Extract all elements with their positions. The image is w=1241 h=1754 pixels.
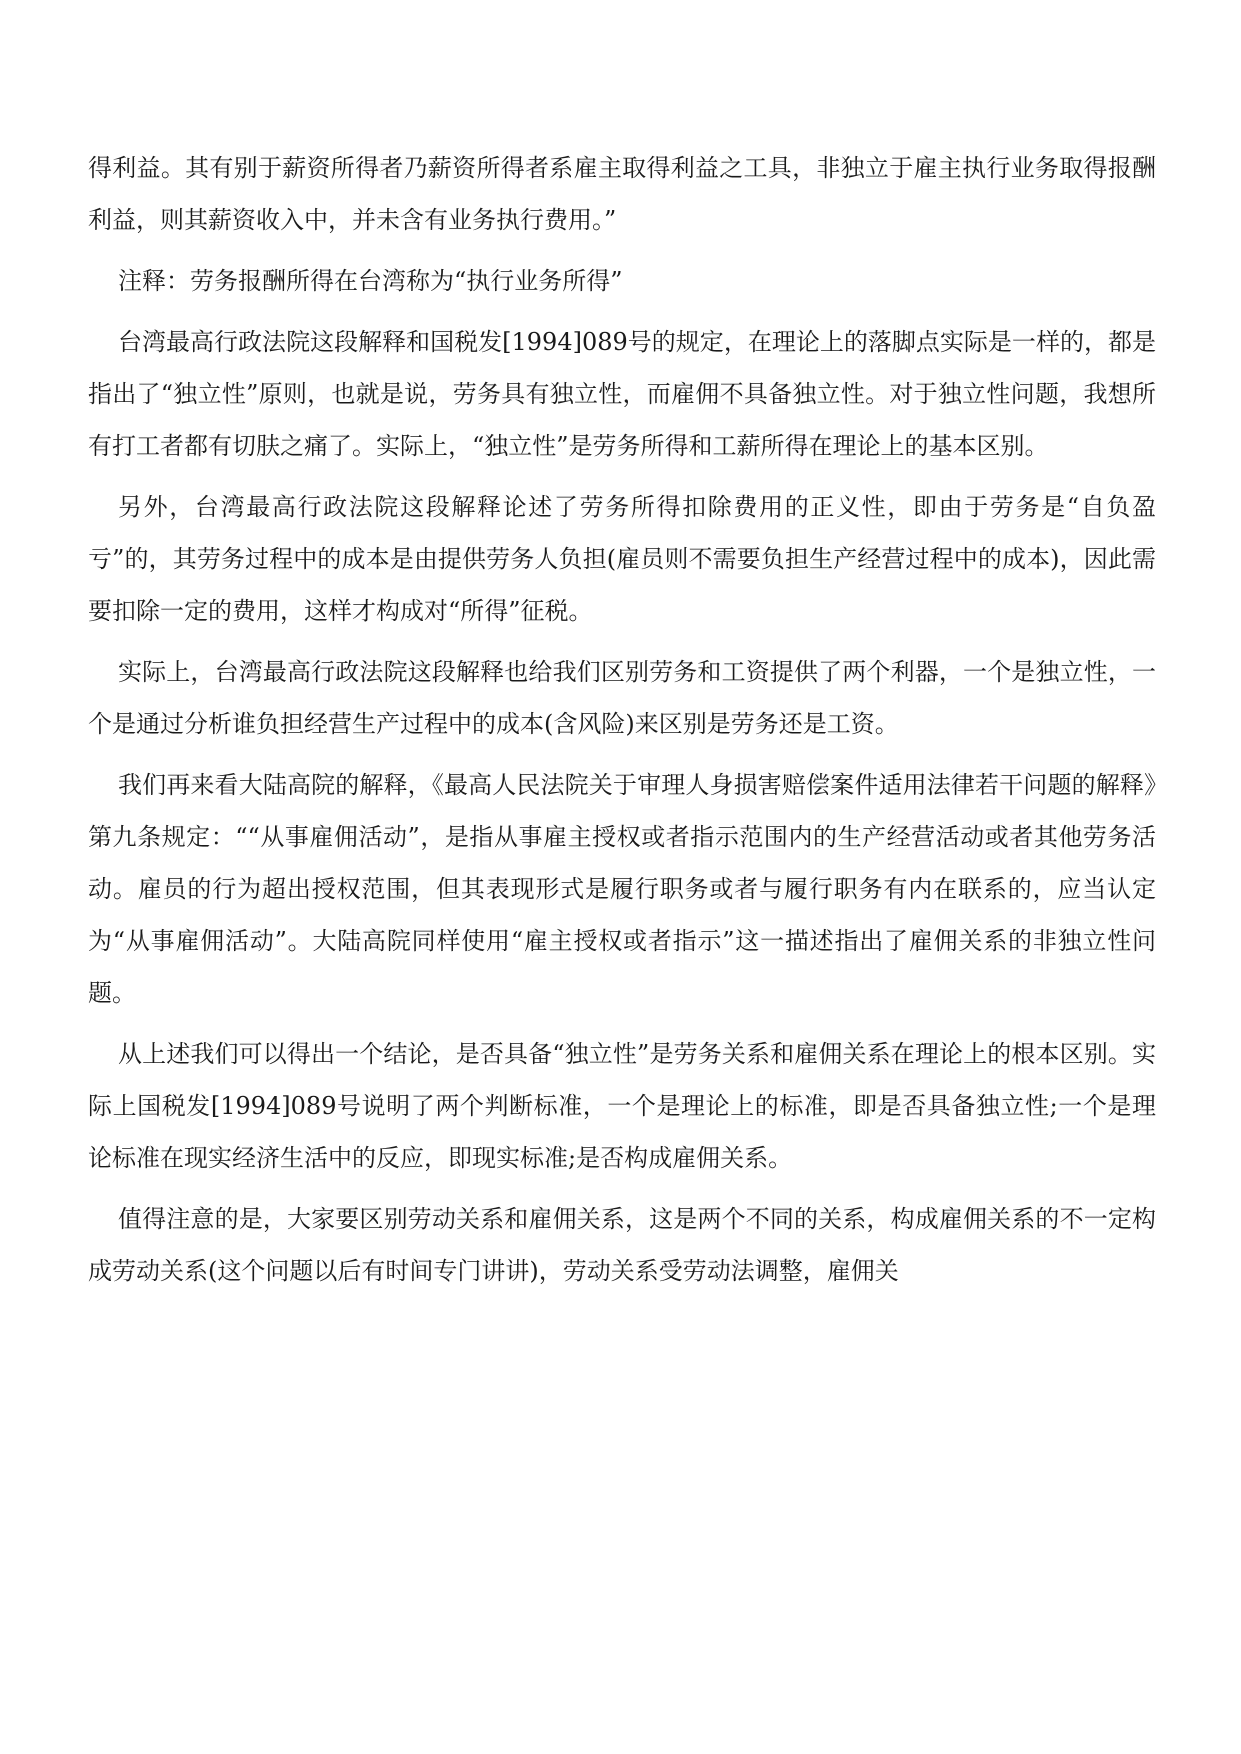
paragraph-4: 另外，台湾最高行政法院这段解释论述了劳务所得扣除费用的正义性，即由于劳务是“自负盈亏”的，其劳务过程中的成本是由提供劳务人负担(雇员则不需要负担生产经营过程中的成本)，因此需要扣除一定的费用，这样才构成对“所得”征税。 [88,493,1156,625]
paragraph-5: 实际上，台湾最高行政法院这段解释也给我们区别劳务和工资提供了两个利器，一个是独立性，一个是通过分析谁负担经营生产过程中的成本(含风险)来区别是劳务还是工资。 [88,658,1156,738]
paragraph-7: 从上述我们可以得出一个结论，是否具备“独立性”是劳务关系和雇佣关系在理论上的根本区别。实际上国税发[1994]089号说明了两个判断标准，一个是理论上的标准，即是否具备独立性;一个是理论标准在现实经济生活中的反应，即现实标准;是否构成雇佣关系。 [88,1040,1156,1172]
document-body [88,142,1156,1306]
paragraph-6: 我们再来看大陆高院的解释，《最高人民法院关于审理人身损害赔偿案件适用法律若干问题的解释》第九条规定：““从事雇佣活动”，是指从事雇主授权或者指示范围内的生产经营活动或者其他劳务活动。雇员的行为超出授权范围，但其表现形式是履行职务或者与履行职务有内在联系的，应当认定为“从事雇佣活动”。大陆高院同样使用“雇主授权或者指示”这一描述指出了雇佣关系的非独立性问题。 [88,771,1156,1007]
paragraph-8: 值得注意的是，大家要区别劳动关系和雇佣关系，这是两个不同的关系，构成雇佣关系的不一定构成劳动关系(这个问题以后有时间专门讲讲)，劳动关系受劳动法调整，雇佣关 [88,1205,1156,1285]
paragraph-1: 得利益。其有别于薪资所得者乃薪资所得者系雇主取得利益之工具，非独立于雇主执行业务取得报酬利益，则其薪资收入中，并未含有业务执行费用。” [88,154,1156,234]
paragraph-3: 台湾最高行政法院这段解释和国税发[1994]089号的规定，在理论上的落脚点实际是一样的，都是指出了“独立性”原则，也就是说，劳务具有独立性，而雇佣不具备独立性。对于独立性问题，我想所有打工者都有切肤之痛了。实际上，“独立性”是劳务所得和工薪所得在理论上的基本区别。 [88,328,1156,460]
paragraph-2: 注释：劳务报酬所得在台湾称为“执行业务所得” [118,267,623,295]
